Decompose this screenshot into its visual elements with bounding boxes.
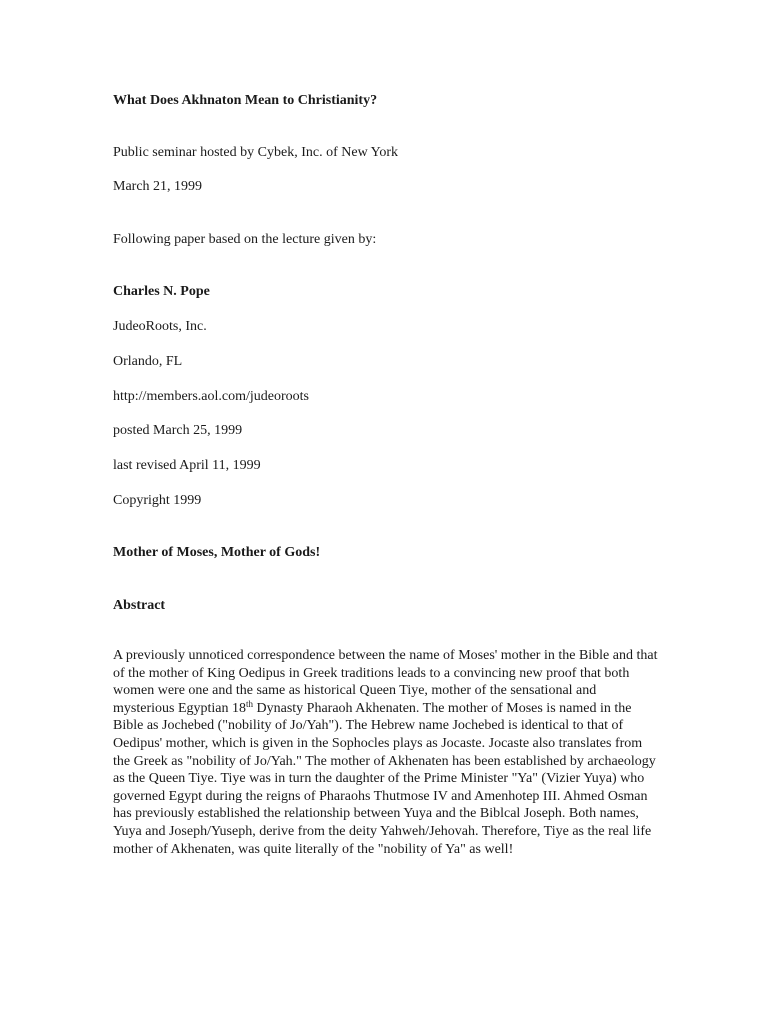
author-name: Charles N. Pope xyxy=(113,284,210,299)
location: Orlando, FL xyxy=(113,354,183,369)
website-url: http://members.aol.com/judeoroots xyxy=(113,389,309,404)
organization: JudeoRoots, Inc. xyxy=(113,319,207,334)
revised-date: last revised April 11, 1999 xyxy=(113,458,261,473)
seminar-line: Public seminar hosted by Cybek, Inc. of New York xyxy=(113,145,399,160)
seminar-date: March 21, 1999 xyxy=(113,179,203,194)
abstract-paragraph xyxy=(113,647,658,858)
abstract-text-part2: Dynasty Pharaoh Akhenaten. The mother of Moses is named in the Bible as Jochebed ("nobility of Jo/Yah"). The Hebrew name Jochebed is identical to that of Oedipus' mother, which is given in the Sophocles plays as Jocaste. Jocaste also translates from the Greek as "nobility of Jo/Yah." The mother of Akhenaten has been established by archaeology as the Queen Tiye. Tiye was in turn the daughter of the Prime Minister "Ya" (Vizier Yuya) who governed Egypt during the reigns of Pharaohs Thutmose IV and Amenhotep III. Ahmed Osman has previously established the relationship between Yuya and the Biblcal Joseph. Both names, Yuya and Joseph/Yuseph, derive from the deity Yahweh/Jehovah. Therefore, Tiye as the real life mother of Akhenaten, was quite literally of the "nobility of Ya" as well! xyxy=(113,700,656,857)
abstract-heading: Abstract xyxy=(113,598,166,613)
abstract-text-part1: A previously unnoticed correspondence between the name of Moses' mother in the Bible and that of the mother of King Oedipus in Greek traditions leads to a convincing new proof that both women were one and the same as historical Queen Tiye, mother of the sensational and mysterious Egyptian 18 xyxy=(113,648,658,716)
ordinal-superscript: th xyxy=(246,698,254,709)
copyright-notice: Copyright 1999 xyxy=(113,493,202,508)
section-title: Mother of Moses, Mother of Gods! xyxy=(113,545,321,560)
posted-date: posted March 25, 1999 xyxy=(113,423,243,438)
document-title: What Does Akhnaton Mean to Christianity? xyxy=(113,93,378,108)
based-on-line: Following paper based on the lecture given by: xyxy=(113,232,377,247)
